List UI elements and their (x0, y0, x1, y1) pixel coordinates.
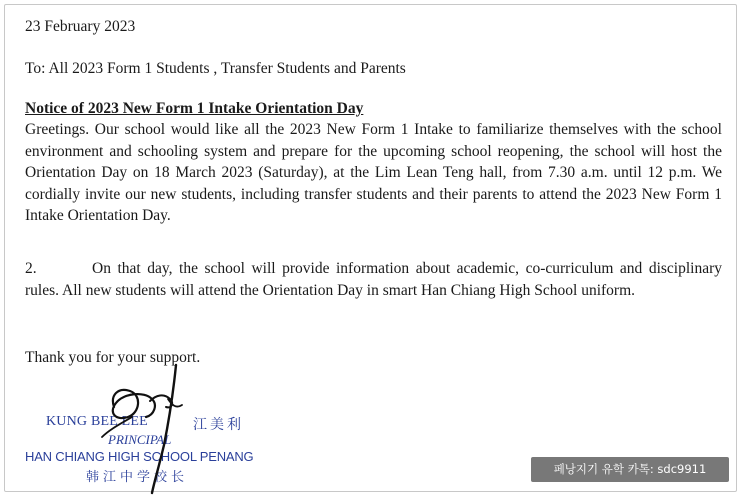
stamp-principal-name: KUNG BEE LEE (46, 414, 148, 429)
letter-date: 23 February 2023 (25, 18, 136, 35)
stamp-school-chinese: 韩江中学校长 (86, 470, 189, 485)
paragraph-2 (25, 258, 722, 301)
letter-recipient: To: All 2023 Form 1 Students , Transfer Students and Parents (25, 60, 406, 77)
signature-icon (92, 355, 252, 495)
paragraph-2-text: On that day, the school will provide information about academic, co-curriculum and disciplinary rules. All new students will attend the Orientation Day in smart Han Chiang High School uniform. (25, 260, 722, 299)
watermark-label: 페낭지기 유학 카톡: sdc9911 (531, 457, 729, 482)
stamp-role: PRINCIPAL (108, 432, 172, 447)
stamp-school-name: HAN CHIANG HIGH SCHOOL PENANG (25, 449, 254, 464)
stamp-principal-chinese-name: 江美利 (193, 417, 244, 433)
closing-line: Thank you for your support. (25, 349, 201, 366)
notice-title: Notice of 2023 New Form 1 Intake Orientation Day (25, 100, 364, 117)
paragraph-2-number: 2. (25, 260, 37, 277)
paragraph-1: Greetings. Our school would like all the 2023 New Form 1 Intake to familiarize themselves with the school environment and schooling system and prepare for the upcoming school reopening, the school will host the Orientation Day on 18 March 2023 (Saturday), at the Lim Lean Teng hall, from 7.30 a.m. until 12 p.m. We cordially invite our new students, including transfer students and their parents to attend the 2023 New Form 1 Intake Orientation Day. (25, 121, 722, 225)
